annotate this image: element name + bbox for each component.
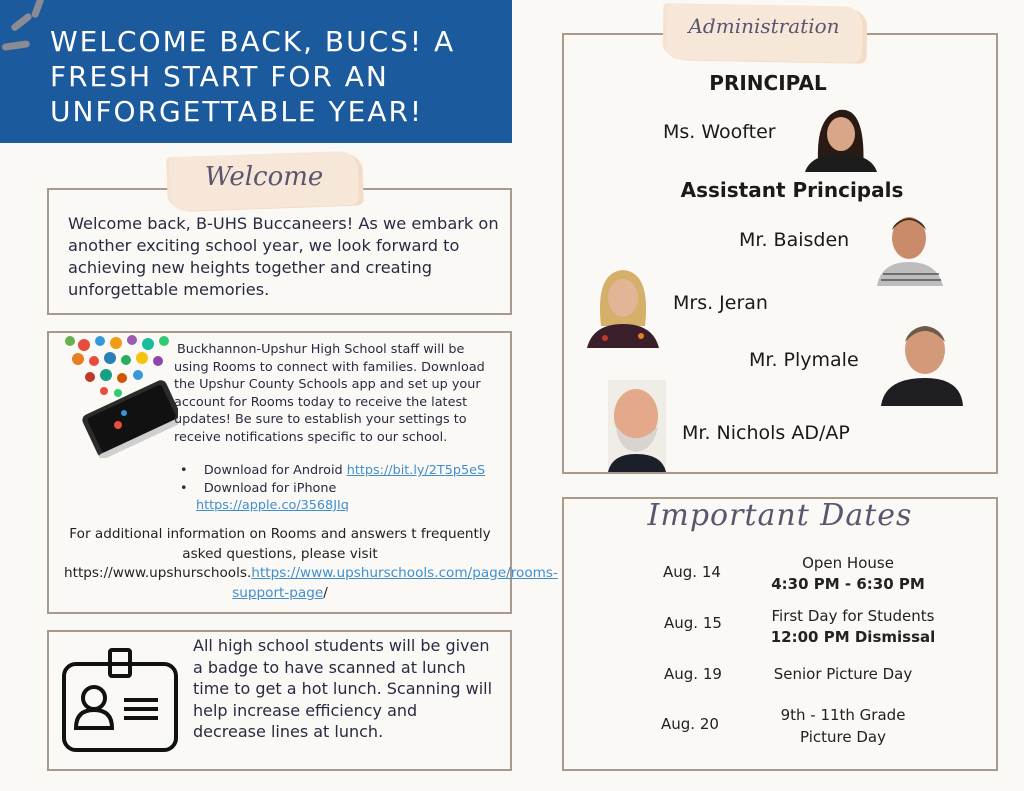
- support-link-suffix: /: [323, 584, 328, 601]
- badge-text: All high school students will be given a badge to have scanned at lunch time to get a hot lunch. Scanning will help increase efficiency and decrease lines at lunch.: [193, 636, 493, 741]
- baisden-photo: [863, 208, 953, 286]
- assistant-name-baisden: Mr. Baisden: [739, 229, 850, 251]
- list-item: • Download for iPhone: [180, 480, 337, 496]
- event-item: [753, 554, 943, 593]
- date-label: Aug. 14: [663, 563, 721, 581]
- event-title: Senior Picture Day: [773, 665, 913, 683]
- event-item: [753, 704, 933, 748]
- plymale-photo: [877, 316, 965, 406]
- iphone-download-link[interactable]: https://apple.co/3568JIq: [196, 498, 349, 513]
- more-info-text: For additional information on Rooms and answers t frequently asked questions, please visit https://www.upshurschools.: [64, 526, 491, 581]
- principal-photo: [801, 98, 879, 172]
- jeran-photo: [583, 266, 663, 348]
- date-label: Aug. 20: [661, 715, 719, 733]
- event-item: [753, 607, 953, 646]
- assistant-principals-title: Assistant Principals: [680, 178, 904, 202]
- administration-heading: Administration: [688, 14, 840, 38]
- download-list: [180, 462, 505, 515]
- list-item: • Download for Android https://bit.ly/2T5p5eS: [180, 463, 486, 478]
- support-page-link[interactable]: https://www.upshurschools.com/page/rooms-support-page: [232, 565, 558, 601]
- rooms-intro-text: Buckhannon-Upshur High School staff will be using Rooms to connect with families. Download the Upshur County Schools app and set up your account for Rooms today to receive the latest updates! Be sure to establish your settings to receive notifications specific to our school.: [174, 342, 485, 445]
- id-badge-icon: [60, 646, 180, 756]
- date-label: Aug. 15: [664, 614, 722, 632]
- android-label: Download for Android: [203, 463, 347, 478]
- welcome-text: Welcome back, B-UHS Buccaneers! As we embark on another exciting school year, we look forward to achieving new heights together and creating unforgettable memories.: [68, 214, 499, 299]
- rooms-more-info: [64, 525, 558, 603]
- android-download-link[interactable]: https://bit.ly/2T5p5eS: [346, 463, 486, 478]
- event-detail: 4:30 PM - 6:30 PM: [771, 575, 925, 593]
- assistant-name-plymale: Mr. Plymale: [749, 349, 859, 371]
- event-title: 9th - 11th Grade: [780, 706, 906, 724]
- event-item: [753, 665, 933, 683]
- phone-apps-icon: [60, 333, 178, 458]
- principal-name: Ms. Woofter: [663, 121, 776, 143]
- date-label: Aug. 19: [664, 665, 722, 683]
- assistant-name-jeran: Mrs. Jeran: [673, 292, 768, 314]
- rooms-intro: [174, 341, 499, 446]
- event-detail: 12:00 PM Dismissal: [770, 628, 936, 646]
- assistant-name-nichols: Mr. Nichols AD/AP: [682, 422, 850, 444]
- welcome-heading: Welcome: [204, 162, 324, 192]
- iphone-label: Download for iPhone: [203, 480, 337, 496]
- important-dates-heading: Important Dates: [647, 498, 913, 533]
- page-title: WELCOME BACK, BUCS! A FRESH START FOR AN UNFORGETTABLE YEAR!: [50, 25, 456, 128]
- event-detail: Picture Day: [800, 728, 886, 746]
- event-title: First Day for Students: [771, 607, 935, 625]
- principal-title: PRINCIPAL: [709, 71, 827, 95]
- nichols-photo: [608, 380, 666, 472]
- list-item: [180, 497, 505, 515]
- event-title: Open House: [802, 554, 894, 572]
